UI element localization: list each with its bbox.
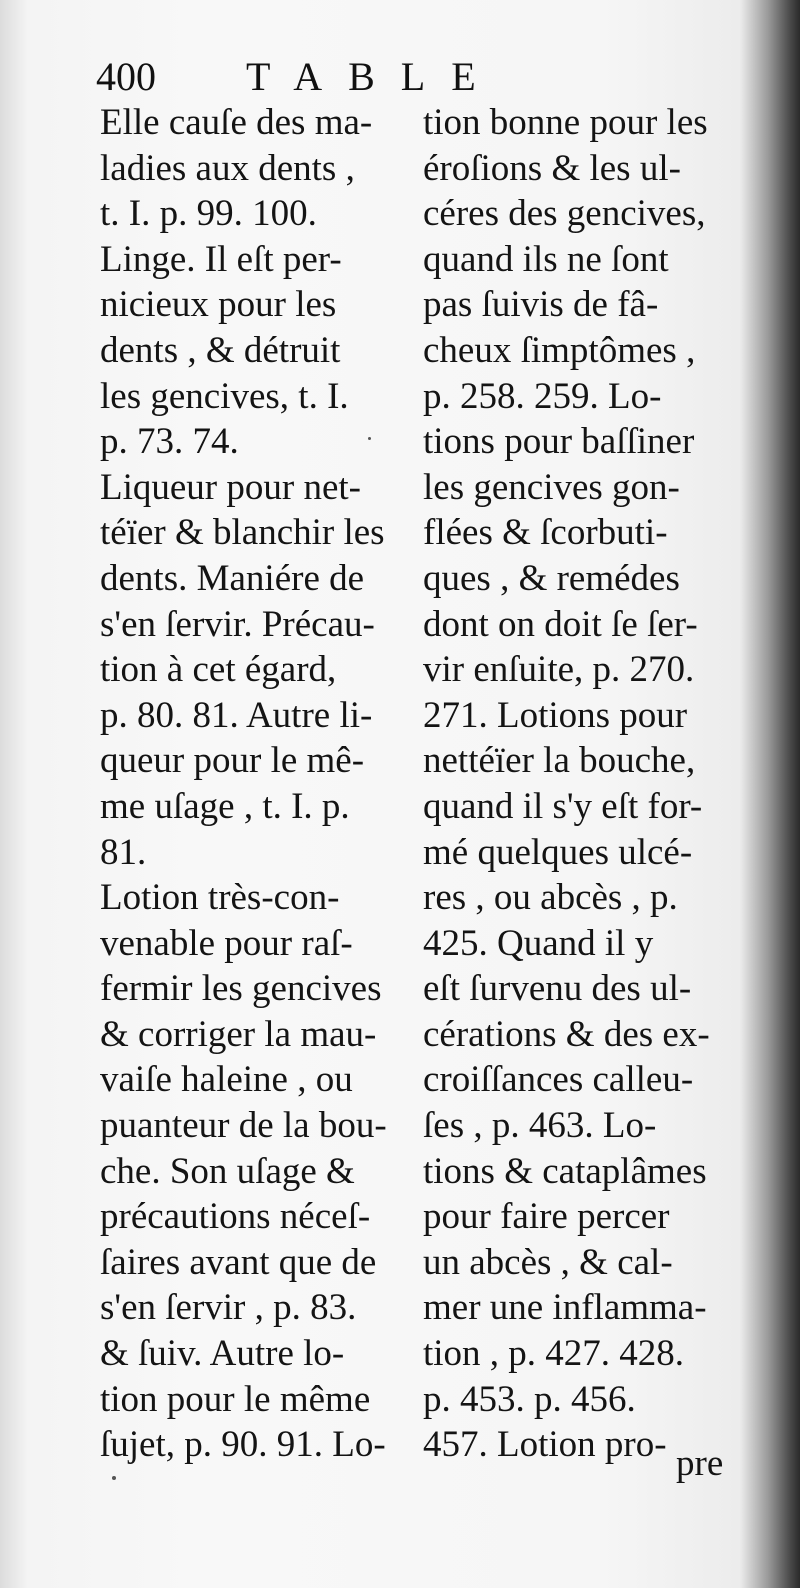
text-line: téïer & blanchir les	[100, 512, 385, 554]
text-line: quand il s'y eſt for-	[423, 785, 703, 827]
text-line: tion à cet égard,	[100, 649, 337, 691]
ink-speck	[112, 1476, 116, 1480]
text-line: ſaires avant que de	[100, 1241, 377, 1283]
text-line: me uſage , t. I. p.	[100, 785, 350, 827]
right-column	[423, 100, 733, 1468]
text-line: les gencives gon-	[423, 466, 680, 508]
text-line: cheux ſimptômes ,	[423, 329, 696, 371]
text-line: dents , & détruit	[100, 329, 341, 371]
text-line: ladies aux dents ,	[100, 147, 355, 189]
text-line: nettéïer la bouche,	[423, 740, 696, 782]
text-line: mé quelques ulcé-	[423, 831, 693, 873]
left-column	[100, 100, 415, 1468]
text-line: s'en ſervir , p. 83.	[100, 1287, 357, 1329]
text-line: venable pour raſ-	[100, 922, 353, 964]
text-line: che. Son uſage &	[100, 1150, 355, 1192]
text-line: fermir les gencives	[100, 968, 382, 1010]
text-line: pas ſuivis de fâ-	[423, 284, 659, 326]
text-line: p. 73. 74.	[100, 421, 239, 463]
text-line: pour faire percer	[423, 1196, 670, 1238]
text-line: un abcès , & cal-	[423, 1241, 673, 1283]
text-line: Linge. Il eſt per-	[100, 238, 342, 280]
text-line: flées & ſcorbuti-	[423, 512, 668, 554]
text-line: les gencives, t. I.	[100, 375, 349, 417]
text-line: queur pour le mê-	[100, 740, 365, 782]
ink-speck	[368, 437, 371, 440]
text-line: 425. Quand il y	[423, 922, 654, 964]
text-line: céres des gencives,	[423, 193, 706, 235]
text-line: p. 80. 81. Autre li-	[100, 694, 373, 736]
text-line: & ſuiv. Autre lo-	[100, 1333, 345, 1375]
text-line: nicieux pour les	[100, 284, 337, 326]
text-line: dont on doit ſe ſer-	[423, 603, 698, 645]
page-number: 400	[96, 54, 156, 99]
text-line: ſujet, p. 90. 91. Lo-	[100, 1424, 386, 1466]
text-line: Elle cauſe des ma-	[100, 102, 373, 143]
text-line: quand ils ne ſont	[423, 238, 669, 280]
text-line: cérations & des ex-	[423, 1013, 710, 1055]
text-line: tion , p. 427. 428.	[423, 1333, 685, 1375]
text-line: vir enſuite, p. 270.	[423, 649, 695, 691]
text-line: éroſions & les ul-	[423, 147, 681, 189]
text-line: ſes , p. 463. Lo-	[423, 1105, 657, 1147]
text-line: tion bonne pour les	[423, 102, 708, 143]
text-line: vaiſe haleine , ou	[100, 1059, 353, 1101]
text-line: p. 258. 259. Lo-	[423, 375, 662, 417]
running-title: TABLE	[246, 54, 502, 99]
text-line: 81.	[100, 831, 147, 873]
text-line: tion pour le même	[100, 1378, 371, 1420]
text-line: précautions néceſ-	[100, 1196, 371, 1238]
text-line: Lotion très-con-	[100, 877, 340, 919]
text-line: p. 453. p. 456.	[423, 1378, 636, 1420]
text-line: & corriger la mau-	[100, 1013, 377, 1055]
text-line: t. I. p. 99. 100.	[100, 193, 317, 235]
text-line: croiſſances calleu-	[423, 1059, 694, 1101]
text-line: mer une inflamma-	[423, 1287, 707, 1329]
text-line: tions pour baſſiner	[423, 421, 695, 463]
text-line: ques , & remédes	[423, 557, 680, 599]
text-line: dents. Maniére de	[100, 557, 365, 599]
text-line: 457. Lotion pro-	[423, 1424, 667, 1466]
text-line: tions & cataplâmes	[423, 1150, 707, 1192]
text-line: 271. Lotions pour	[423, 694, 688, 736]
catchword: pre	[676, 1443, 724, 1484]
text-line: Liqueur pour net-	[100, 466, 361, 508]
text-line: s'en ſervir. Précau-	[100, 603, 375, 645]
text-line: puanteur de la bou-	[100, 1105, 387, 1147]
text-line: res , ou abcès , p.	[423, 877, 678, 919]
text-line: eſt ſurvenu des ul-	[423, 968, 692, 1010]
